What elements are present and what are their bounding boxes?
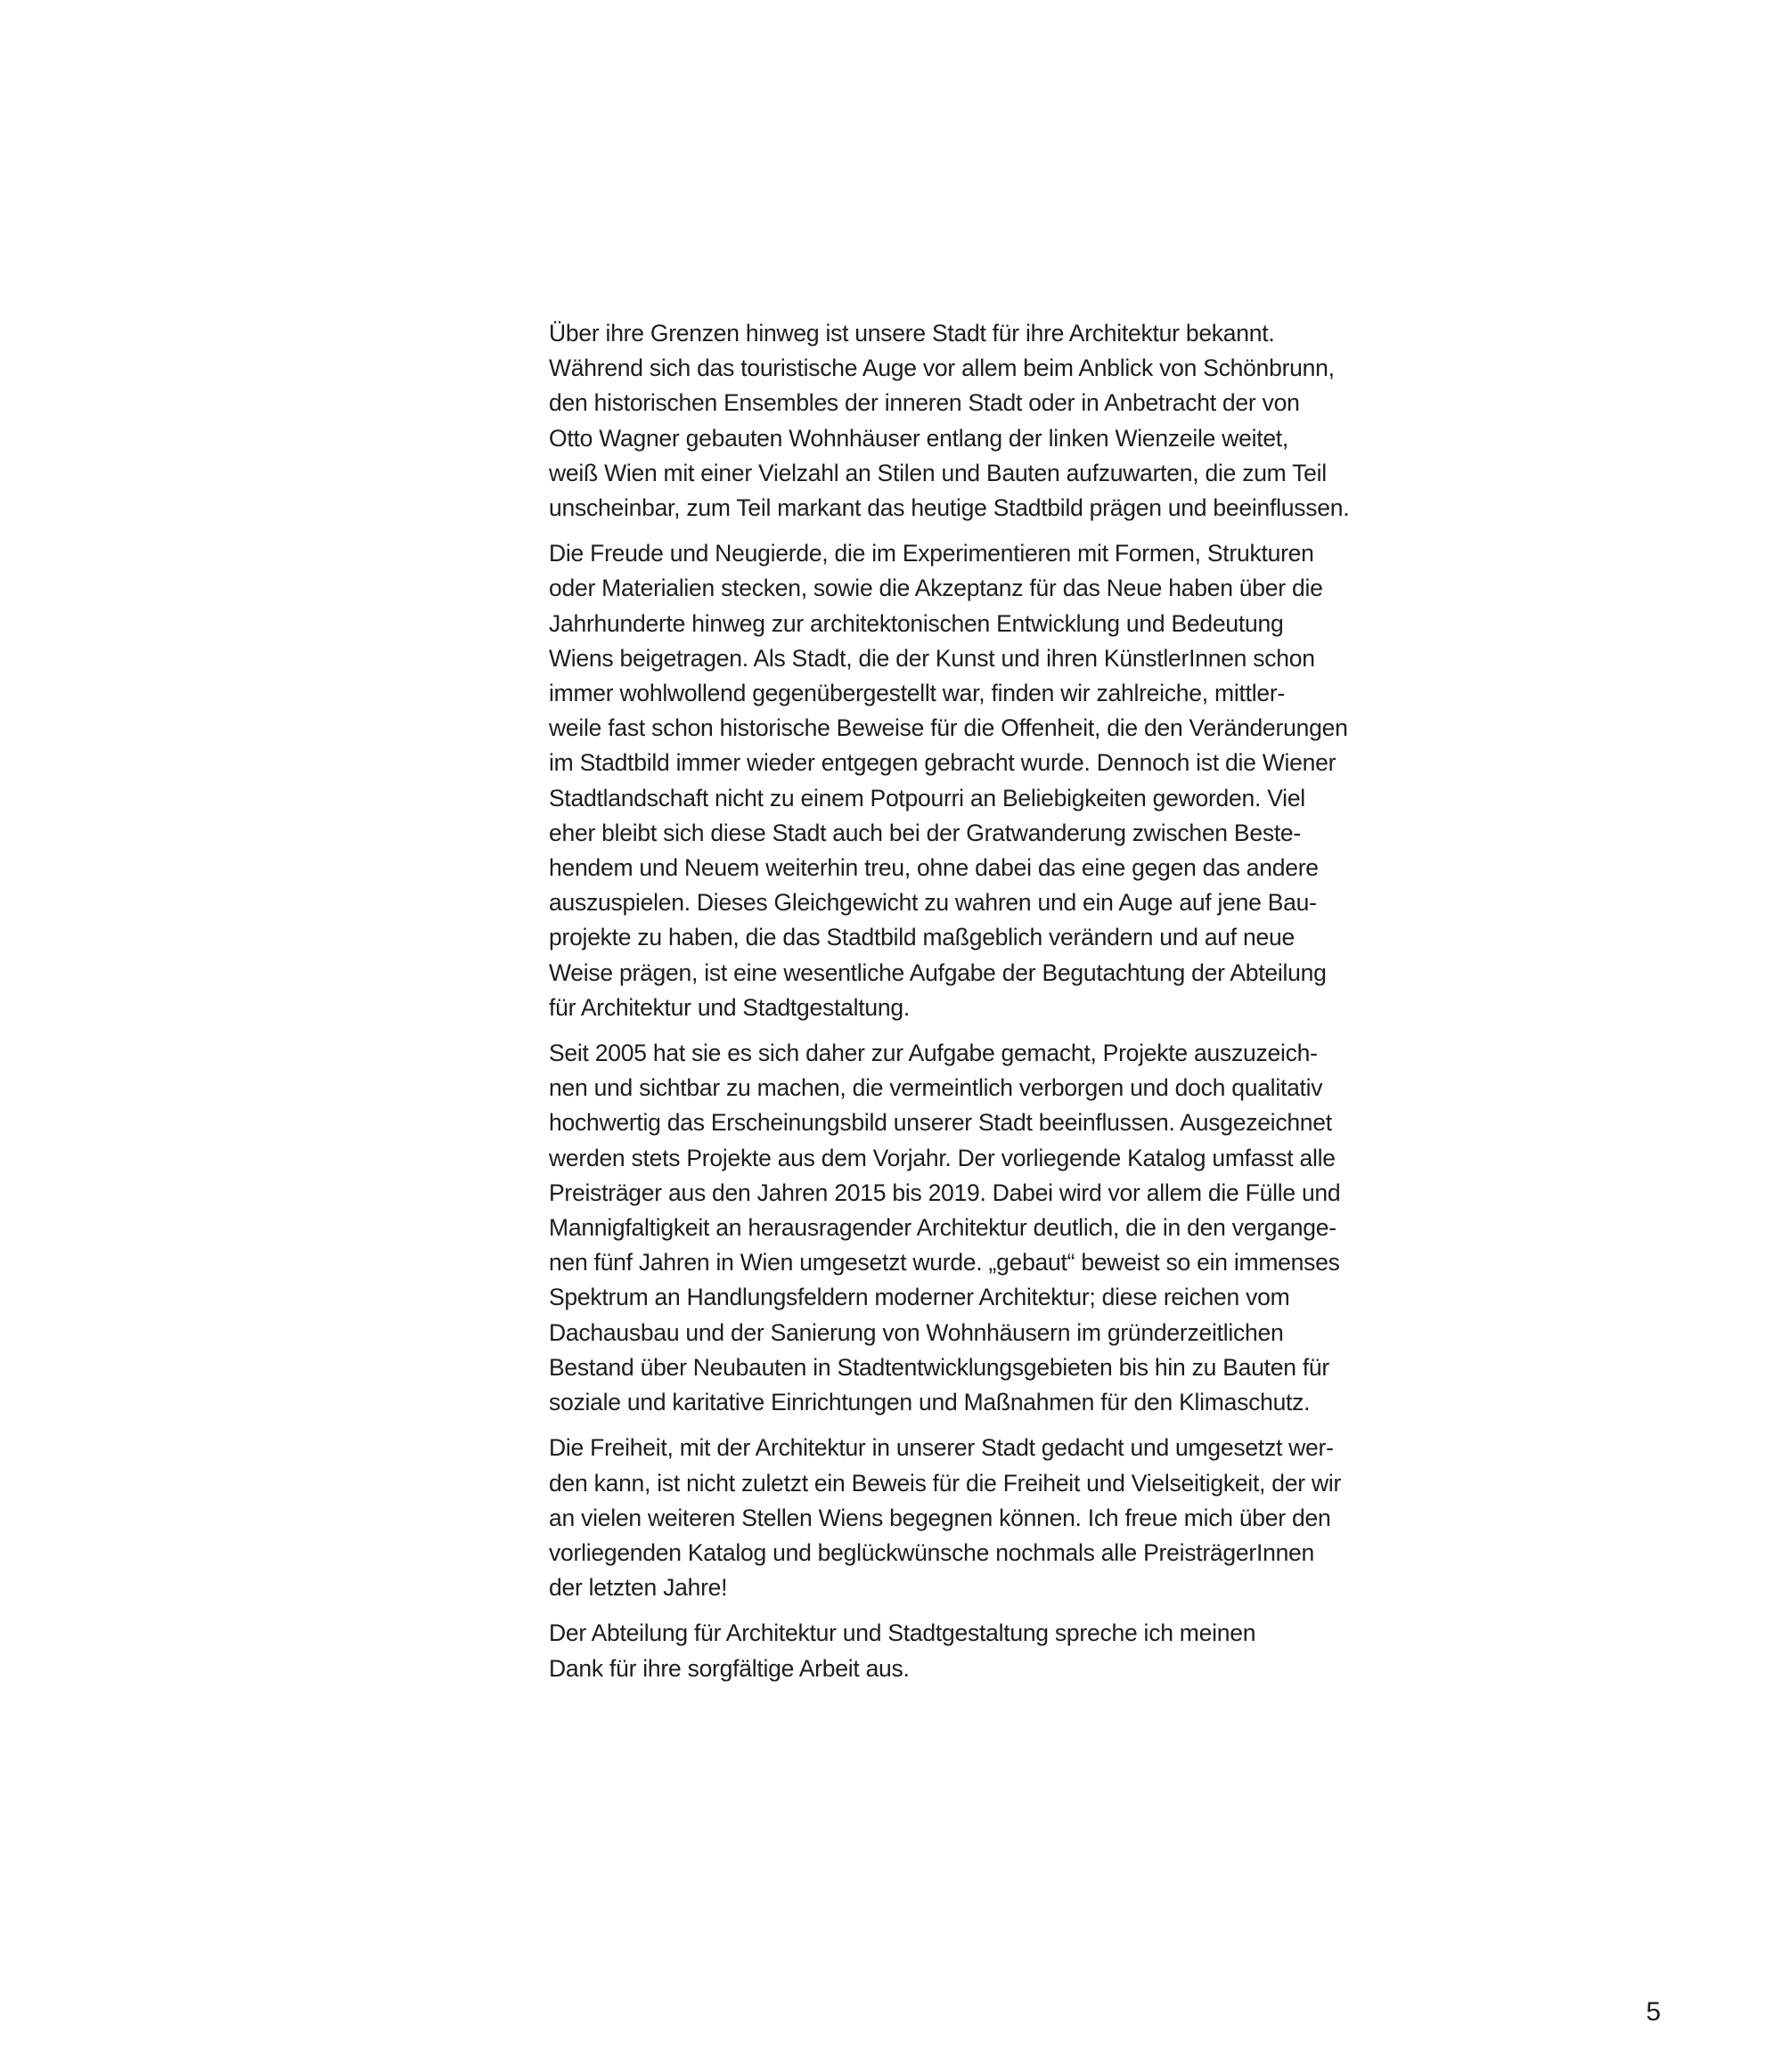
paragraph (549, 316, 1370, 526)
text-line: Preisträger aus den Jahren 2015 bis 2019. Dabei wird vor allem die Fülle und (549, 1179, 1341, 1206)
text-line: Wiens beigetragen. Als Stadt, die der Kunst und ihren KünstlerInnen schon (549, 644, 1315, 672)
paragraph (549, 1616, 1370, 1685)
text-line: nen und sichtbar zu machen, die vermeintlich verborgen und doch qualitativ (549, 1074, 1323, 1102)
text-line: den kann, ist nicht zuletzt ein Beweis für die Freiheit und Vielseitigkeit, der wir (549, 1469, 1342, 1497)
text-line: auszuspielen. Dieses Gleichgewicht zu wahren und ein Auge auf jene Bau- (549, 889, 1317, 917)
page-number: 5 (1646, 1997, 1661, 2027)
text-line: oder Materialien stecken, sowie die Akzeptanz für das Neue haben über die (549, 575, 1323, 602)
text-line: den historischen Ensembles der inneren Stadt oder in Anbetracht der von (549, 389, 1300, 417)
text-line: eher bleibt sich diese Stadt auch bei der Gratwanderung zwischen Beste- (549, 819, 1301, 846)
paragraph (549, 1036, 1370, 1420)
text-line: soziale und karitative Einrichtungen und Maßnahmen für den Klimaschutz. (549, 1389, 1311, 1416)
text-line: der letzten Jahre! (549, 1574, 728, 1602)
text-line: Jahrhunderte hinweg zur architektonischen Entwicklung und Bedeutung (549, 609, 1284, 637)
text-line: hendem und Neuem weiterhin treu, ohne dabei das eine gegen das andere (549, 854, 1319, 882)
text-line: weiß Wien mit einer Vielzahl an Stilen und Bauten aufzuwarten, die zum Teil (549, 459, 1327, 486)
text-line: für Architektur und Stadtgestaltung. (549, 993, 910, 1021)
text-line: unscheinbar, zum Teil markant das heutige Stadtbild prägen und beeinflussen. (549, 494, 1350, 522)
text-line: vorliegenden Katalog und beglückwünsche nochmals alle PreisträgerInnen (549, 1538, 1315, 1566)
text-line: nen fünf Jahren in Wien umgesetzt wurde. „gebaut“ beweist so ein immenses (549, 1249, 1340, 1277)
text-line: Mannigfaltigkeit an herausragender Architektur deutlich, die in den vergange- (549, 1214, 1336, 1242)
text-line: immer wohlwollend gegenübergestellt war, finden wir zahlreiche, mittler- (549, 680, 1285, 707)
text-line: hochwertig das Erscheinungsbild unserer Stadt beeinflussen. Ausgezeichnet (549, 1109, 1332, 1137)
text-line: Weise prägen, ist eine wesentliche Aufgabe der Begutachtung der Abteilung (549, 959, 1327, 986)
paragraph (549, 536, 1370, 1025)
text-line: projekte zu haben, die das Stadtbild maßgeblich verändern und auf neue (549, 924, 1295, 951)
text-line: weile fast schon historische Beweise für die Offenheit, die den Veränderungen (549, 714, 1348, 742)
text-line: Die Freude und Neugierde, die im Experimentieren mit Formen, Strukturen (549, 540, 1314, 567)
text-line: Otto Wagner gebauten Wohnhäuser entlang der linken Wienzeile weitet, (549, 424, 1289, 452)
text-line: im Stadtbild immer wieder entgegen gebracht wurde. Dennoch ist die Wiener (549, 749, 1336, 777)
text-line: werden stets Projekte aus dem Vorjahr. Der vorliegende Katalog umfasst alle (549, 1144, 1336, 1171)
text-line: Über ihre Grenzen hinweg ist unsere Stadt für ihre Architektur bekannt. (549, 320, 1275, 347)
body-text (549, 316, 1370, 1697)
text-line: Seit 2005 hat sie es sich daher zur Aufgabe gemacht, Projekte auszuzeich- (549, 1040, 1318, 1067)
text-line: Der Abteilung für Architektur und Stadtgestaltung spreche ich meinen (549, 1619, 1256, 1647)
paragraph (549, 1431, 1370, 1605)
text-line: Stadtlandschaft nicht zu einem Potpourri an Beliebigkeiten geworden. Viel (549, 784, 1305, 812)
text-line: Spektrum an Handlungsfeldern moderner Architektur; diese reichen vom (549, 1284, 1290, 1311)
text-line: Während sich das touristische Auge vor allem beim Anblick von Schönbrunn, (549, 355, 1335, 382)
text-line: Bestand über Neubauten in Stadtentwicklungsgebieten bis hin zu Bauten für (549, 1353, 1329, 1381)
text-line: an vielen weiteren Stellen Wiens begegnen können. Ich freue mich über den (549, 1504, 1331, 1531)
text-line: Die Freiheit, mit der Architektur in unserer Stadt gedacht und umgesetzt wer- (549, 1434, 1334, 1462)
text-line: Dank für ihre sorgfältige Arbeit aus. (549, 1654, 910, 1682)
text-line: Dachausbau und der Sanierung von Wohnhäusern im gründerzeitlichen (549, 1318, 1284, 1346)
